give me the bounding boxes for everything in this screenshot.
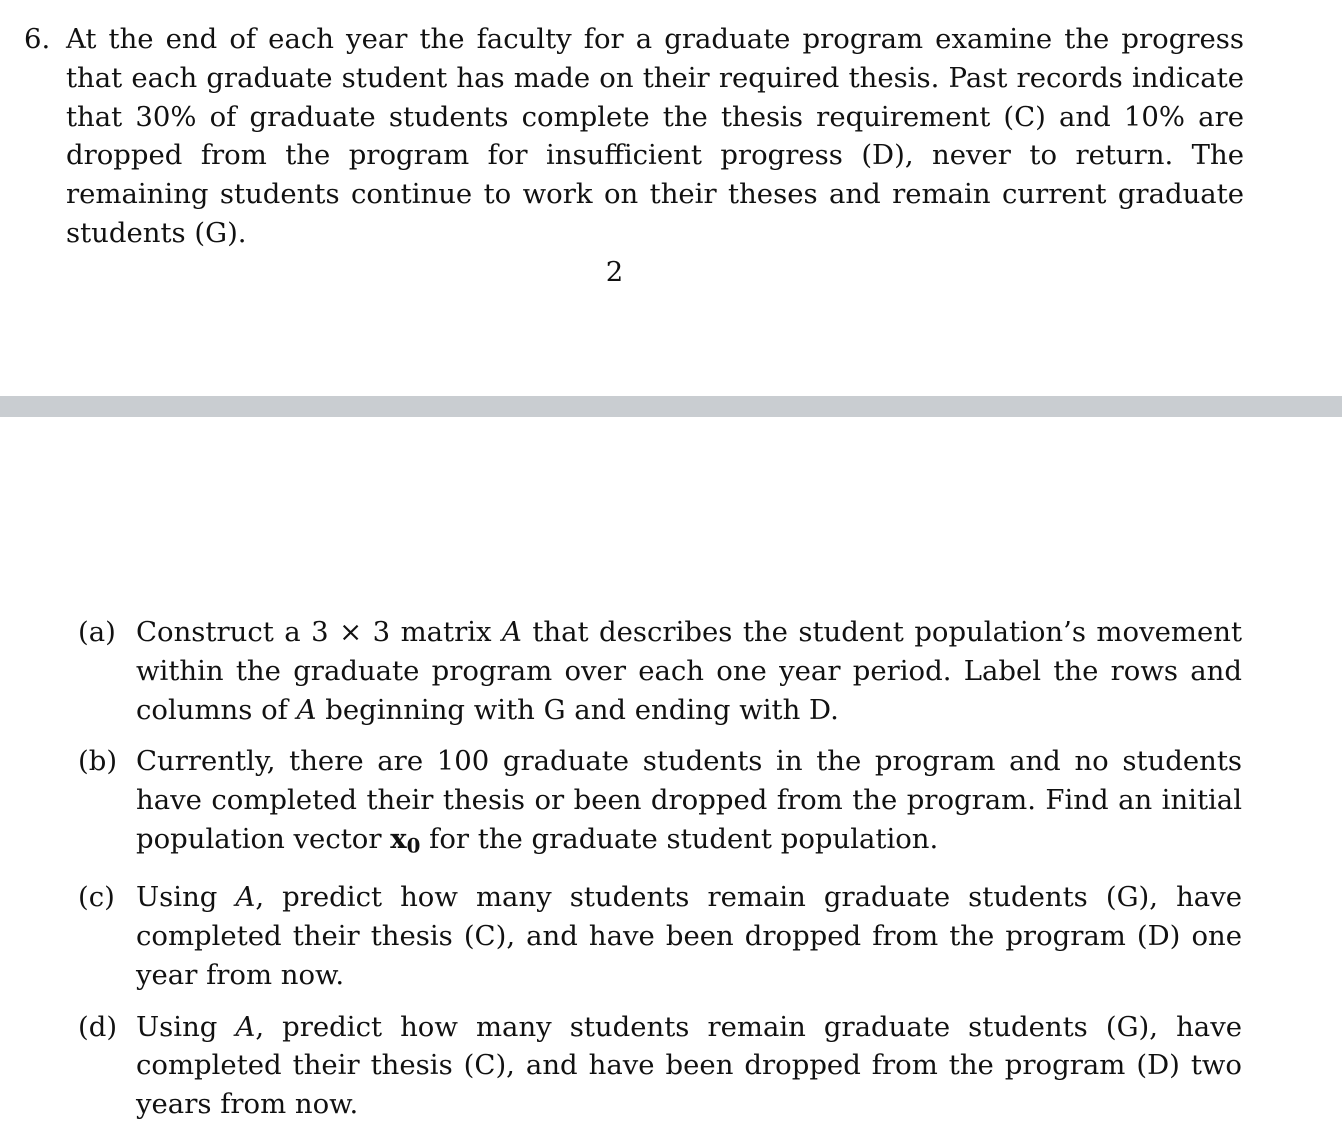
vector-subscript: 0 (406, 833, 421, 858)
part-text: Using (136, 1010, 236, 1043)
matrix-variable: A (235, 1010, 256, 1043)
part-text: , predict how many students remain graduate students (G), have completed their thesis (C), and have been dropped from the program (D) two years from now. (136, 1010, 1243, 1121)
part-label: (d) (78, 1010, 118, 1043)
part-d (78, 1008, 1242, 1124)
document-page-bottom (0, 417, 1342, 1124)
part-c (78, 878, 1242, 994)
problem-number: 6. (24, 23, 51, 55)
part-text: for the graduate student population. (420, 822, 939, 855)
part-text: Currently, there are 100 graduate students in the program and no students have completed their thesis or been dropped from the program. Find an initial population vector (136, 745, 1242, 855)
part-label: (a) (78, 616, 116, 648)
part-text: that describes the student population’s movement within the graduate program over each one year period. Label the rows and columns of (136, 616, 1242, 726)
problem-parts-list (78, 613, 1242, 1137)
matrix-variable: A (235, 881, 256, 914)
page-number: 2 (605, 256, 624, 288)
part-label: (c) (78, 881, 115, 914)
document-page-top (0, 0, 1342, 396)
problem-statement (24, 20, 1244, 253)
part-text: Using (136, 881, 236, 914)
part-a (78, 613, 1242, 729)
matrix-variable: A (502, 616, 522, 648)
matrix-variable: A (296, 693, 317, 726)
part-text: Construct a 3 × 3 matrix (136, 616, 503, 648)
part-b (78, 742, 1242, 865)
part-text: beginning with G and ending with D. (316, 693, 839, 726)
part-text: , predict how many students remain graduate students (G), have completed their thesis (C), and have been dropped from the program (D) one year from now. (136, 881, 1243, 991)
part-label: (b) (78, 745, 118, 778)
page-separator (0, 396, 1342, 417)
vector-variable: x (390, 822, 407, 855)
problem-text: At the end of each year the faculty for a graduate program examine the progress that each graduate student has made on their required thesis. Past records indicate that 30% of graduate students complete the thesis requirement (C) and 10% are dropped from the program for insufficient progress (D), never to return. The remaining students continue to work on their theses and remain current graduate students (G). (66, 23, 1244, 249)
